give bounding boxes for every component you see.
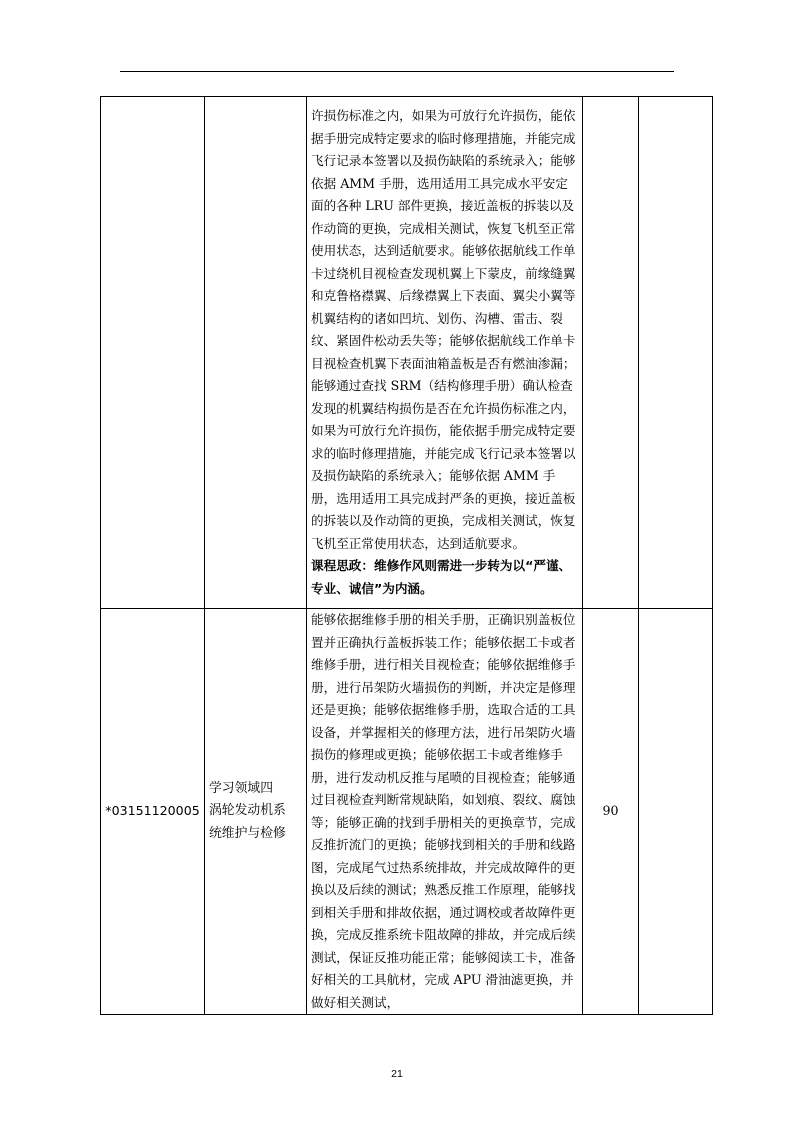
course-code-cell: [101, 97, 205, 609]
course-hours-cell: 90: [583, 609, 639, 1015]
course-code-cell: *03151120005: [101, 609, 205, 1015]
course-description-text: 许损伤标准之内，如果为可放行允许损伤，能依据手册完成特定要求的临时修理措施，并能完成飞行记录本签署以及损伤缺陷的系统录入；能够依据 AMM 手册，选用适用工具完成水平安定面的各种 LRU 部件更换，接近盖板的拆装以及作动筒的更换，完成相关测试，恢复飞机至正常使用状态，达到适航要求。能够依据航线工作单卡过绕机目视检查发现机翼上下蒙皮，前缘缝翼和克鲁格襟翼、后缘襟翼上下表面、翼尖小翼等机翼结构的诸如凹坑、划伤、沟槽、雷击、裂纹、紧固件松动丢失等；能够依据航线工作单卡目视检查机翼下表面油箱盖板是否有燃油渗漏；能够通过查找 SRM（结构修理手册）确认检查发现的机翼结构损伤是否在允许损伤标准之内，如果为可放行允许损伤，能依据手册完成特定要求的临时修理措施，并能完成飞行记录本签署以及损伤缺陷的系统录入；能够依据 AMM 手册，选用适用工具完成封严条的更换，接近盖板的拆装以及作动筒的更换，完成相关测试，恢复飞机至正常使用状态，达到适航要求。: [311, 108, 576, 551]
course-ideology-text: 课程思政：维修作风则需进一步转为以“严谨、专业、诚信”为内涵。: [311, 558, 572, 596]
course-extra-cell: [639, 609, 713, 1015]
table-row: [101, 609, 713, 1015]
course-name-cell: [205, 609, 307, 1015]
header-rule: [120, 71, 674, 72]
course-hours-cell: [583, 97, 639, 609]
course-name-line: 学习领域四: [209, 780, 273, 796]
course-table: [100, 96, 713, 1015]
page-number: 21: [391, 1068, 403, 1080]
course-description-cell: [307, 609, 583, 1015]
course-description-text: 能够依据维修手册的相关手册，正确识别盖板位置并正确执行盖板拆装工作；能够依据工卡或者维修手册，进行相关目视检查；能够依据维修手册，进行吊架防火墙损伤的判断，并决定是修理还是更换；能够依据维修手册，选取合适的工具设备，并掌握相关的修理方法，进行吊架防火墙损伤的修理或更换；能够依据工卡或者维修手册，进行发动机反推与尾喷的目视检查；能够通过目视检查判断常规缺陷，如划痕、裂纹、腐蚀等；能够正确的找到手册相关的更换章节，完成反推折流门的更换；能够找到相关的手册和线路图，完成尾气过热系统排故，并完成故障件的更换以及后续的测试；熟悉反推工作原理，能够找到相关手册和排故依据，通过调校或者故障件更换，完成反推系统卡阻故障的排故，并完成后续测试，保证反推功能正常；能够阅读工卡，准备好相关的工具航材，完成 APU 滑油滤更换，并做好相关测试，: [311, 612, 576, 1010]
course-name-line: 统维护与检修: [209, 825, 286, 841]
course-name-cell: [205, 97, 307, 609]
course-description-cell: [307, 97, 583, 609]
table-row: [101, 97, 713, 609]
course-name-line: 涡轮发动机系: [209, 803, 286, 819]
course-extra-cell: [639, 97, 713, 609]
